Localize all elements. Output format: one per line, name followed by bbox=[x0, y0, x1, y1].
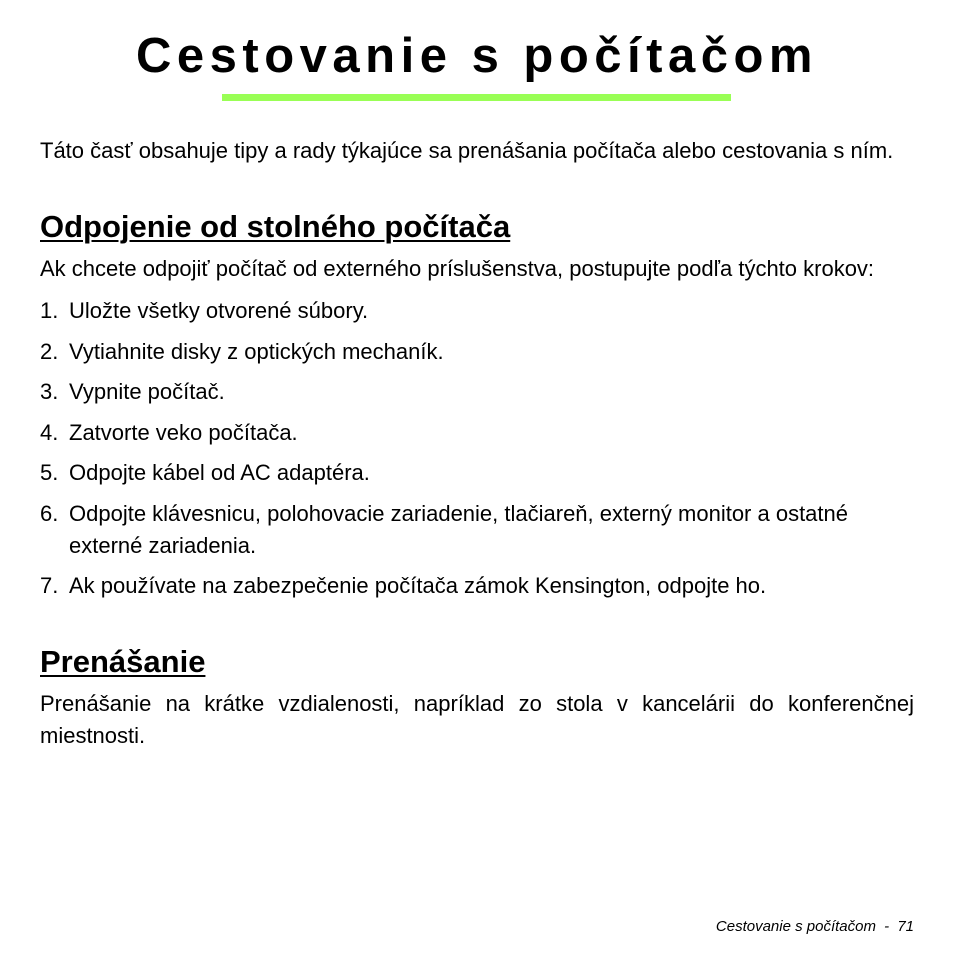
step-number: 5. bbox=[40, 460, 59, 485]
step-text: Vypnite počítač. bbox=[69, 379, 225, 404]
footer-label: Cestovanie s počítačom bbox=[715, 918, 876, 935]
list-item bbox=[40, 336, 914, 368]
list-item bbox=[40, 376, 914, 408]
list-item bbox=[40, 417, 914, 449]
page-footer bbox=[716, 917, 914, 937]
footer-separator: - bbox=[884, 918, 890, 935]
section-heading-disconnect: Odpojenie od stolného počítača bbox=[40, 209, 511, 244]
step-number: 3. bbox=[40, 379, 59, 404]
section-heading-carrying: Prenášanie bbox=[40, 644, 206, 679]
list-item bbox=[40, 295, 914, 327]
steps-list bbox=[40, 295, 914, 602]
page-content bbox=[40, 135, 914, 752]
intro-paragraph: Táto časť obsahuje tipy a rady týkajúce sa prenášania počítača alebo cestovania s ním. bbox=[40, 138, 894, 163]
step-number: 2. bbox=[40, 338, 59, 364]
list-item bbox=[40, 498, 914, 562]
step-text: Ak používate na zabezpečenie počítača zámok Kensington, odpojte ho. bbox=[69, 573, 767, 598]
step-text: Odpojte kábel od AC adaptéra. bbox=[69, 460, 370, 485]
page-number: 71 bbox=[897, 918, 914, 935]
step-text: Uložte všetky otvorené súbory. bbox=[69, 298, 369, 323]
step-text: Vytiahnite disky z optických mechaník. bbox=[69, 338, 444, 364]
step-text: Zatvorte veko počítača. bbox=[69, 419, 298, 445]
step-number: 1. bbox=[40, 298, 59, 323]
list-item bbox=[40, 570, 914, 602]
step-text: Odpojte klávesnicu, polohovacie zariadenie, tlačiareň, externý monitor a ostatné externé zariadenia. bbox=[69, 500, 849, 558]
step-number: 6. bbox=[40, 500, 59, 526]
step-number: 4. bbox=[40, 419, 59, 445]
step-number: 7. bbox=[40, 573, 59, 598]
list-item bbox=[40, 457, 914, 489]
section-carrying-text: Prenášanie na krátke vzdialenosti, napríklad zo stola v kancelárii do konferenčnej miestnosti. bbox=[40, 691, 914, 748]
section-disconnect-text: Ak chcete odpojiť počítač od externého príslušenstva, postupujte podľa týchto krokov: bbox=[40, 256, 875, 281]
page-title: Cestovanie s počítačom bbox=[136, 29, 818, 83]
title-underline-bar bbox=[222, 94, 731, 101]
